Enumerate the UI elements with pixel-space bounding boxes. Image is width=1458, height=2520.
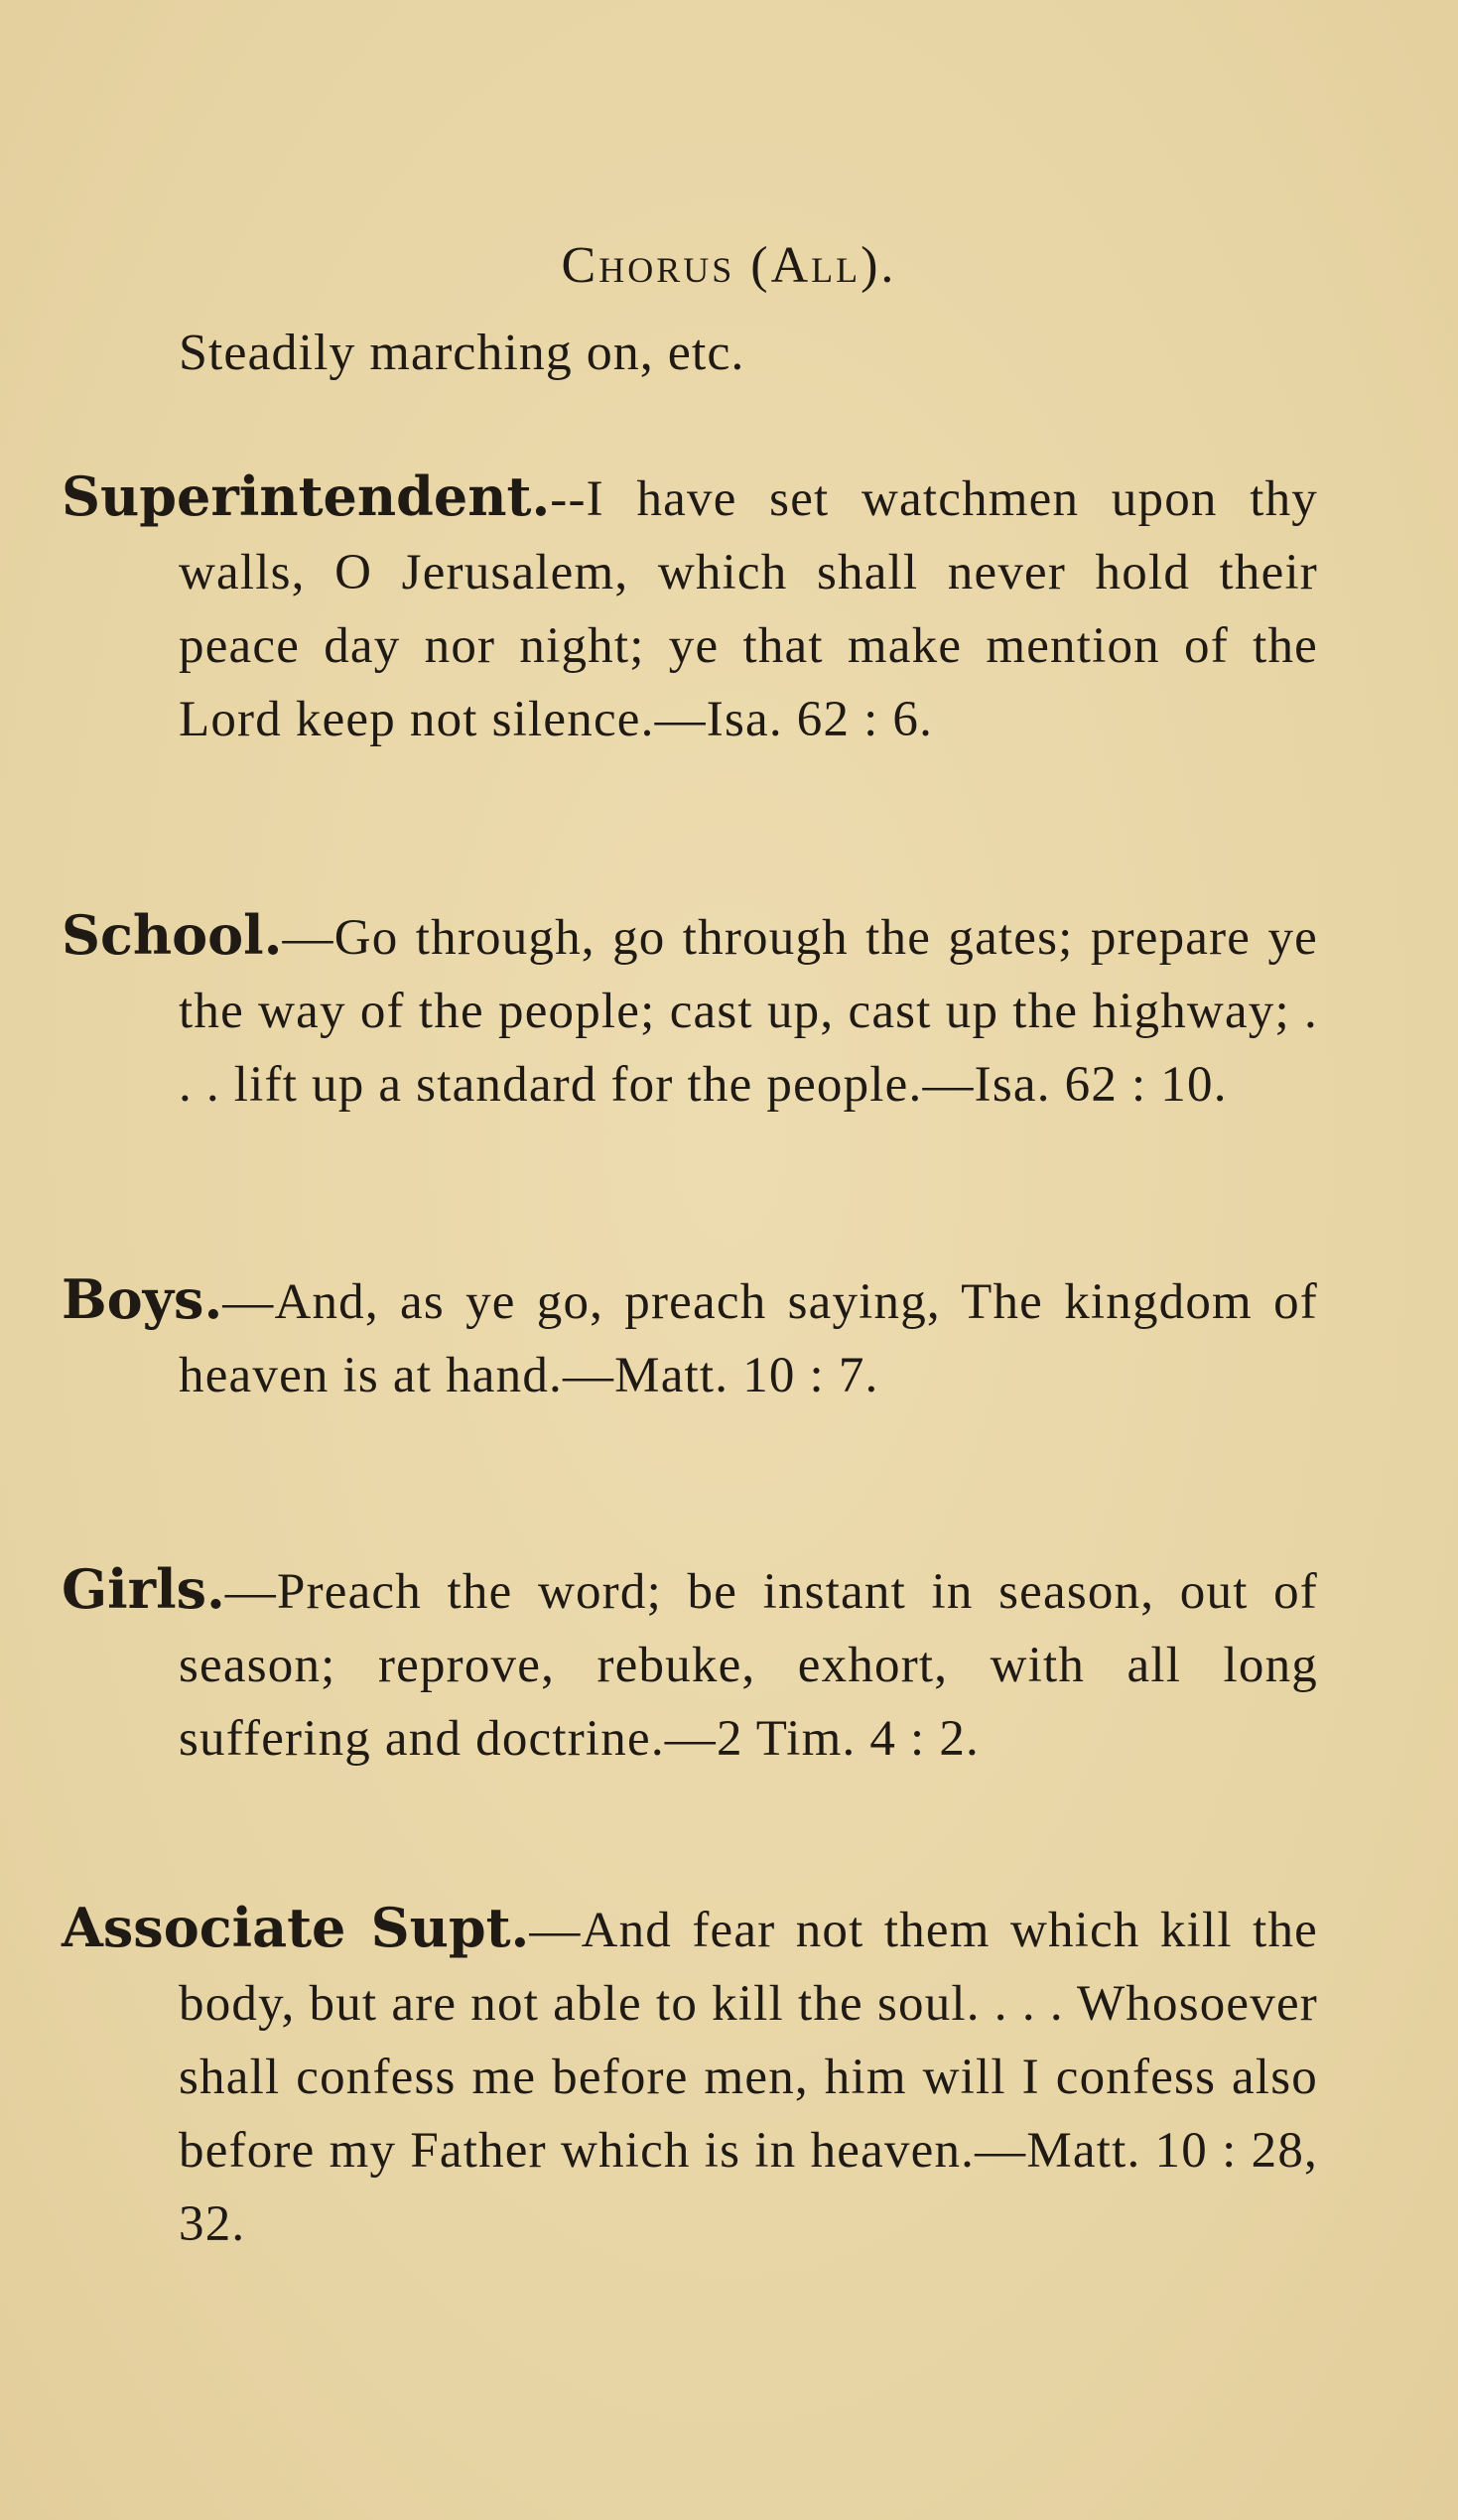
speaker-dash: —	[224, 1564, 277, 1620]
speaker-label: Boys.	[62, 1267, 223, 1331]
speaker-label: Associate Supt.	[62, 1896, 530, 1959]
responsive-reading-superintendent	[62, 460, 1318, 756]
chorus-heading: Chorus (All).	[561, 237, 897, 294]
speaker-label: School.	[62, 903, 283, 967]
responsive-reading-associate-supt	[62, 1891, 1318, 2261]
speaker-dash: —	[282, 910, 334, 966]
responsive-reading-girls	[62, 1552, 1318, 1776]
scripture-text: I have set watchmen upon thy walls, O Jerusalem, which shall never hold their peace day nor night; ye that make mention of the Lord keep not silence.—Isa. 62 : 6.	[179, 471, 1318, 747]
scripture-text: Go through, go through the gates; prepare ye the way of the people; cast up, cast up the highway; . . . lift up a standard for the people.—Isa. 62 : 10.	[179, 910, 1318, 1113]
scripture-text: And fear not them which kill the body, but are not able to kill the soul. . . . Whosoever shall confess me before men, him will I confess also before my Father which is in heaven.—Matt. 10 : 28, 32.	[179, 1903, 1318, 2252]
responsive-reading-school	[62, 898, 1318, 1122]
chorus-line: Steadily marching on, etc.	[179, 325, 745, 381]
speaker-dash: —	[529, 1903, 582, 1958]
speaker-dash: —	[222, 1274, 275, 1330]
scripture-text: And, as ye go, preach saying, The kingdom of heaven is at hand.—Matt. 10 : 7.	[179, 1274, 1318, 1403]
speaker-label: Superintendent.	[62, 464, 551, 528]
responsive-reading-boys	[62, 1262, 1318, 1412]
speaker-dash: --	[550, 471, 587, 527]
scripture-text: Preach the word; be instant in season, out of season; reprove, rebuke, exhort, with all long suffering and doctrine.—2 Tim. 4 : 2.	[179, 1564, 1318, 1767]
speaker-label: Girls.	[62, 1557, 225, 1621]
